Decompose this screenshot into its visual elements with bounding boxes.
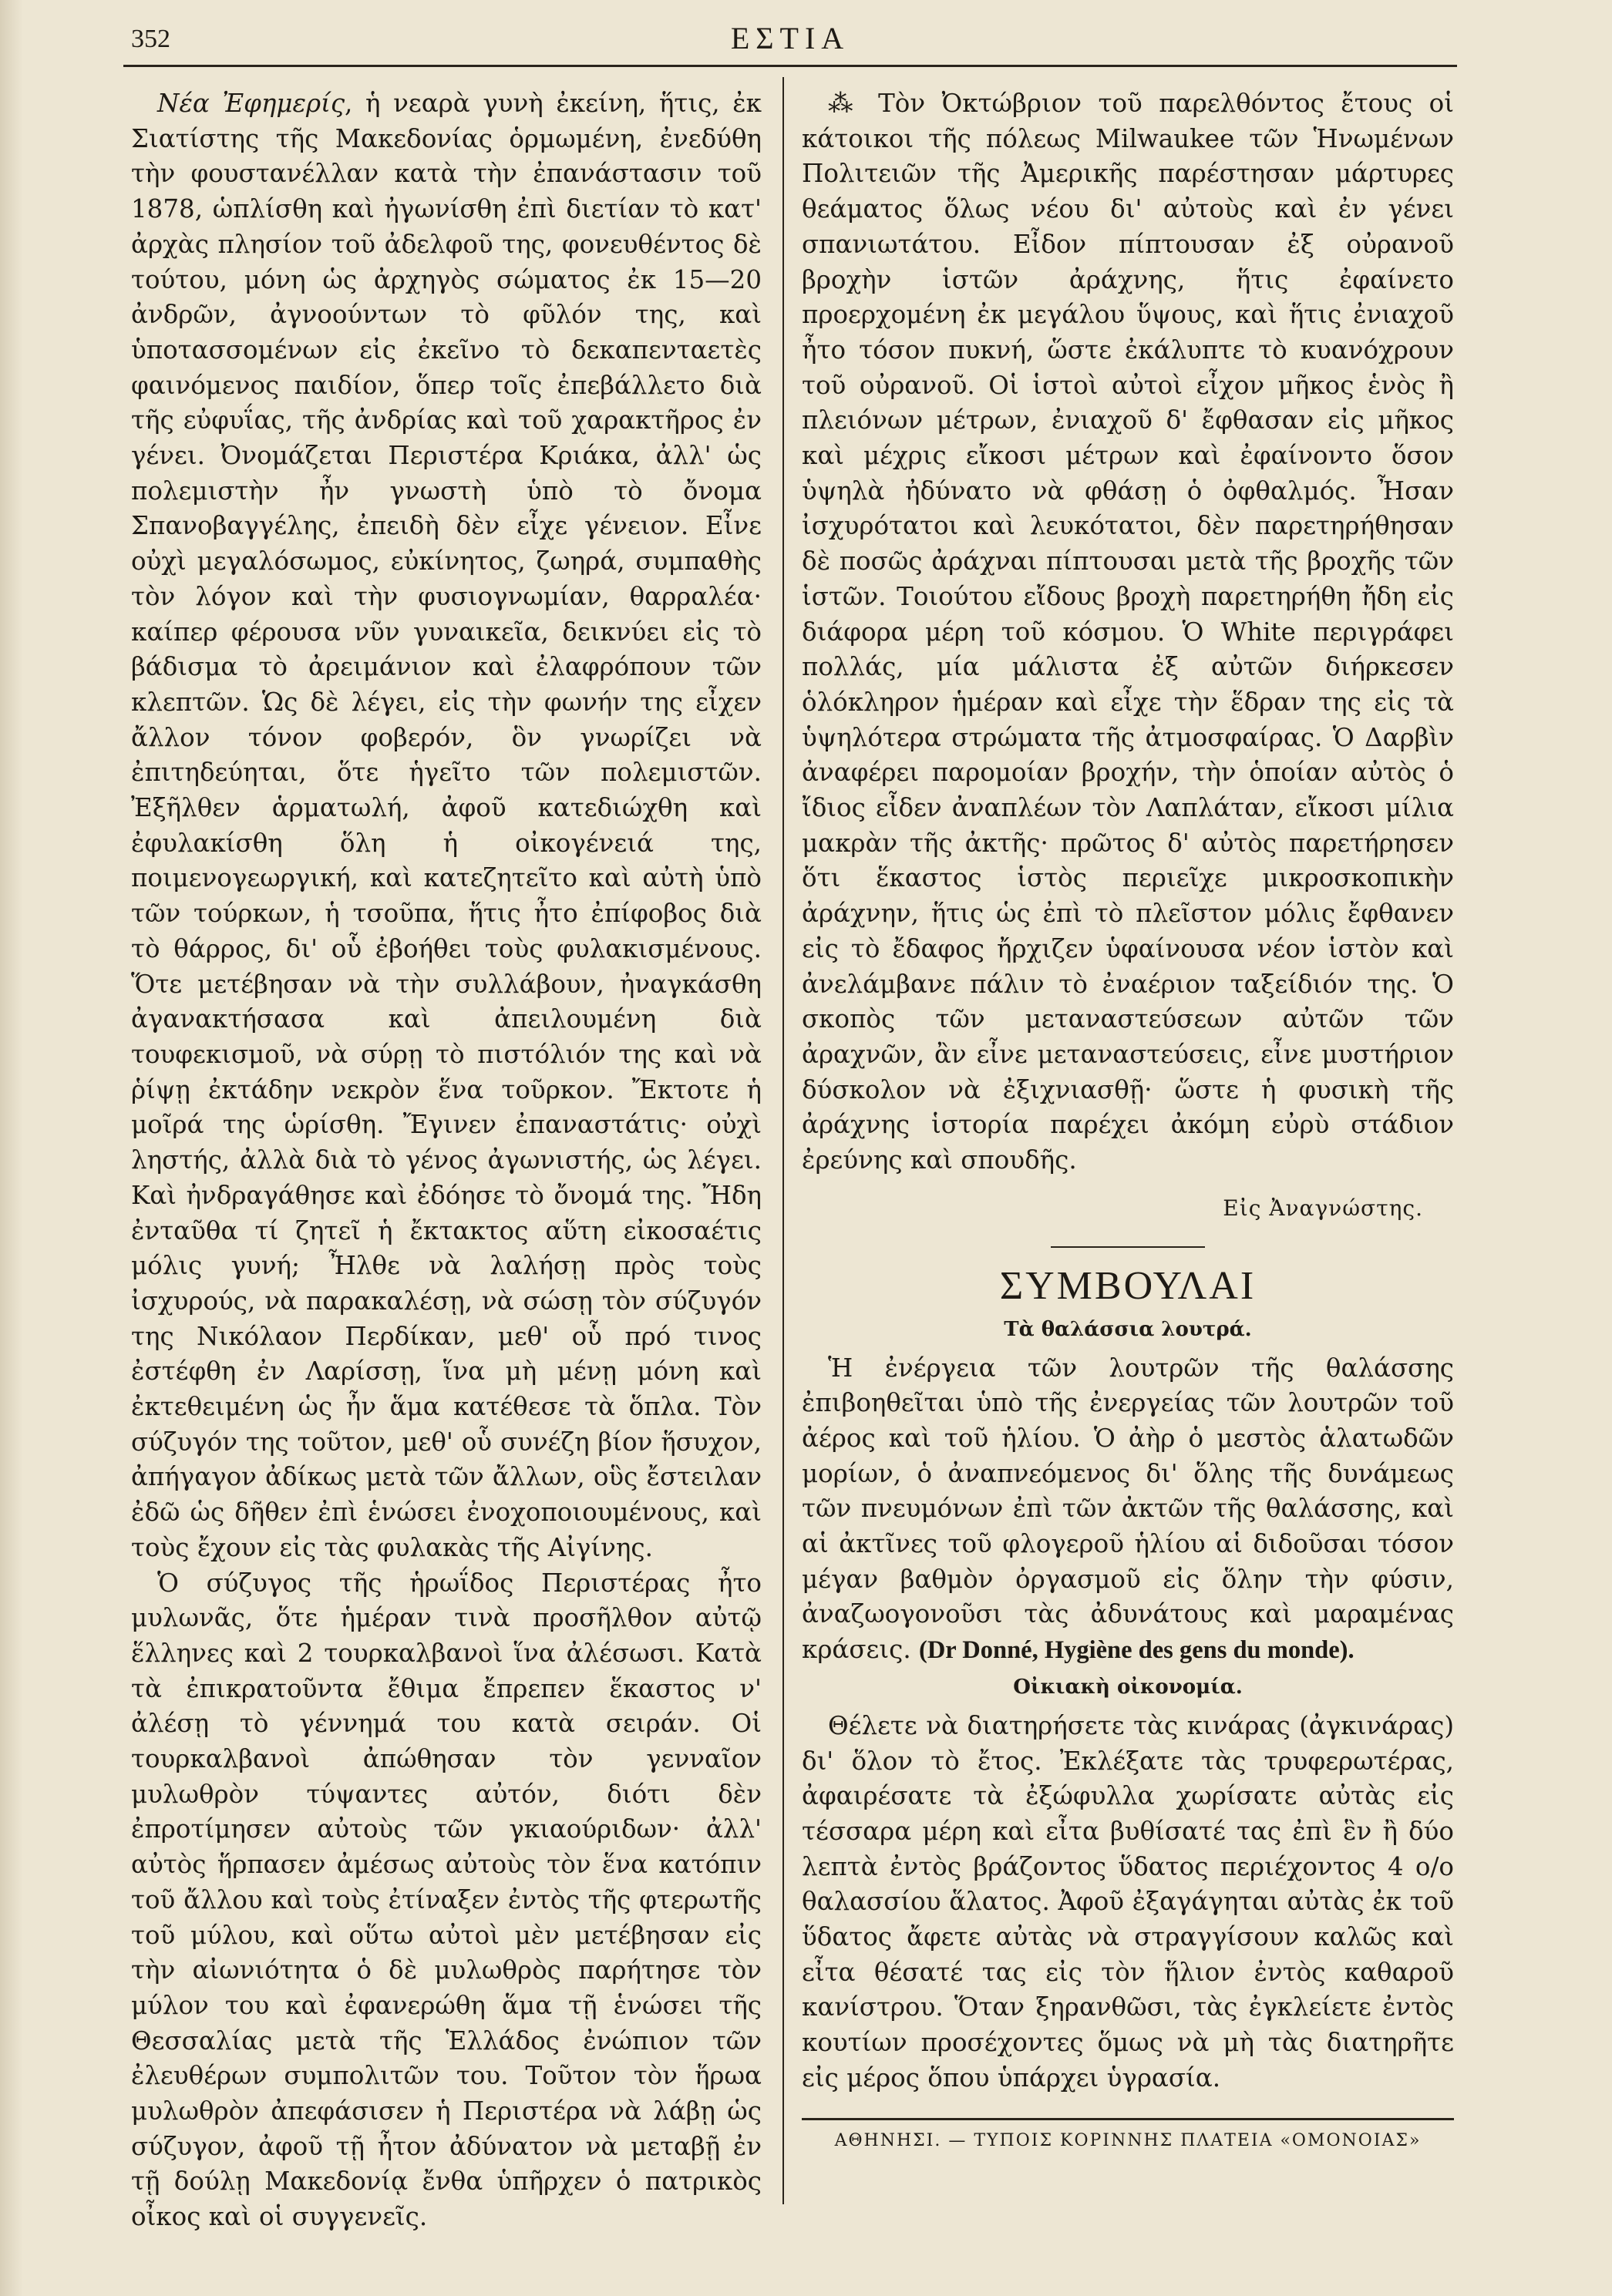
section-rule [1051, 1246, 1205, 1248]
footer-rule [802, 2118, 1454, 2120]
page-header [123, 20, 1457, 59]
running-title: ΕΣΤΙΑ [730, 21, 850, 55]
column-divider [782, 77, 784, 2204]
article-paragraph-1-body: , ἡ νεαρὰ γυνὴ ἐκείνη, ἥτις, ἐκ Σιατίστης τῆς Μακεδονίας ὁρμωμένη, ἐνεδύθη τὴν φουστανέλλαν κατὰ τὴν ἐπανάστασιν τοῦ 1878, ὡπλίσθη καὶ ἠγωνίσθη ἐπὶ διετίαν τὸ κατ' ἀρχὰς πλησίον τοῦ ἀδελφοῦ της, φονευθέντος δὲ τούτου, μόνη ὡς ἀρχηγὸς σώματος ἐκ 15—20 ἀνδρῶν, ἀγνοούντων τὸ φῦλόν της, καὶ ὑποτασσομένων εἰς ἐκεῖνο τὸ δεκαπενταετὲς φαινόμενος παιδίον, ὅπερ τοῖς ἐπεβάλλετο διὰ τῆς εὐφυΐας, τῆς ἀνδρίας καὶ τοῦ χαρακτῆρος ἐν γένει. Ὀνομάζεται Περιστέρα Κριάκα, ἀλλ' ὡς πολεμιστὴν ἦν γνωστὴ ὑπὸ τὸ ὄνομα Σπανοβαγγέλης, ἐπειδὴ δὲν εἶχε γένειον. Εἶνε οὐχὶ μεγαλόσωμος, εὐκίνητος, ζωηρά, συμπαθὴς τὸν λόγον καὶ τὴν φυσιογνωμίαν, θαρραλέα· καίπερ φέρουσα νῦν γυναικεῖα, δεικνύει εἰς τὸ βάδισμα τὸ ἀρειμάνιον καὶ ἐλαφρόπουν τῶν κλεπτῶν. Ὡς δὲ λέγει, εἰς τὴν φωνήν της εἶχεν ἄλλον τόνον φοβερόν, ὃν γνωρίζει νὰ ἐπιτηδεύηται, ὅτε ἡγεῖτο τῶν πολεμιστῶν. Ἐξῆλθεν ἁρματωλή, ἀφοῦ κατεδιώχθη καὶ ἐφυλακίσθη ὅλη ἡ οἰκογένειά της, ποιμενογεωργική, καὶ κατεζητεῖτο καὶ αὐτὴ ὑπὸ τῶν τούρκων, ἡ τσοῦπα, ἥτις ἦτο ἐπίφοβος διὰ τὸ θάρρος, δι' οὗ ἐβοήθει τοὺς φυλακισμένους. Ὅτε μετέβησαν νὰ τὴν συλλάβουν, ἠναγκάσθη ἀγανακτήσασα καὶ ἀπειλουμένη διὰ τουφεκισμοῦ, νὰ σύρῃ τὸ πιστόλιόν της καὶ νὰ ῥίψῃ ἐκτάδην νεκρὸν ἕνα τοῦρκον. Ἔκτοτε ἡ μοῖρά της ὡρίσθη. Ἔγινεν ἐπαναστάτις· οὐχὶ ληστής, ἀλλὰ διὰ τὸ γένος ἀγωνιστής, ὡς λέγει. Καὶ ἠνδραγάθησε καὶ ἐδόησε τὸ ὄνομά της. Ἤδη ἐνταῦθα τί ζητεῖ ἡ ἔκτακτος αὕτη εἰκοσαέτις μόλις γυνή; Ἦλθε νὰ λαλήσῃ πρὸς τοὺς ἰσχυρούς, νὰ παρακαλέσῃ, νὰ σώσῃ τὸν σύζυγόν της Νικόλαον Περδίκαν, μεθ' οὗ πρό τινος ἐστέφθη ἐν Λαρίσσῃ, ἵνα μὴ μένῃ μόνη καὶ ἐκτεθειμένη ὡς ἦν ἅμα κατέθεσε τὰ ὅπλα. Τὸν σύζυγόν της τοῦτον, μεθ' οὗ συνέζη βίον ἥσυχον, ἀπήγαγον ἀδίκως μετὰ τῶν ἄλλων, οὓς ἔστειλαν ἐδῶ ὡς δῆθεν ἐπὶ ἑνώσει ἐνοχοποιουμένους, καὶ τοὺς ἔχουν εἰς τὰς φυλακὰς τῆς Αἰγίνης. [131, 89, 762, 1562]
household-paragraph: Θέλετε νὰ διατηρήσετε τὰς κινάρας (ἀγκινάρας) δι' ὅλον τὸ ἔτος. Ἐκλέξατε τὰς τρυφερωτέρας, ἀφαιρέσατε τὰ ἐξώφυλλα χωρίσατε αὐτὰς εἰς τέσσαρα μέρη καὶ εἶτα βυθίσατέ τας ἐπὶ ἓν ἢ δύο λεπτὰ ἐντὸς βράζοντος ὕδατος περιέχοντος 4 ο/ο θαλασσίου ἅλατος. Ἀφοῦ ἐξαγάγηται αὐτὰς ἐκ τοῦ ὕδατος ἄφετε αὐτὰς νὰ στραγγίσουν καλῶς καὶ εἶτα θέσατέ τας εἰς τὸν ἥλιον ἐντὸς καθαροῦ κανίστρου. Ὅταν ξηρανθῶσι, τὰς ἐγκλείετε ἐντὸς κουτίων προσέχοντες ὅμως νὰ μὴ τὰς διατηρῆτε εἰς μέρος ὅπου ὑπάρχει ὑγρασία. [802, 1710, 1454, 2093]
sea-baths-paragraph [802, 1351, 1454, 1669]
right-column [802, 86, 1454, 2153]
page-number: 352 [131, 25, 170, 53]
author-signature: Εἰς Ἀναγνώστης. [1223, 1195, 1423, 1221]
page-gutter-shadow [0, 0, 23, 2296]
article-paragraph-2: Ὁ σύζυγος τῆς ἡρωΐδος Περιστέρας ἦτο μυλωνᾶς, ὅτε ἡμέραν τινὰ προσῆλθον αὐτῷ ἕλληνες καὶ 2 τουρκαλβανοὶ ἵνα ἀλέσωσι. Κατὰ τὰ ἐπικρατοῦντα ἔθιμα ἔπρεπεν ἕκαστος ν' ἀλέσῃ τὸ γέννημά του κατὰ σειράν. Οἱ τουρκαλβανοὶ ἀπώθησαν τὸν γενναῖον μυλωθρὸν τύψαντες αὐτόν, διότι δὲν ἐπροτίμησεν αὐτοὺς τῶν γκιαούριδων· ἀλλ' αὐτὸς ἥρπασεν ἀμέσως αὐτοὺς τὸν ἕνα κατόπιν τοῦ ἄλλου καὶ τοὺς ἐτίναξεν ἐντὸς τῆς φτερωτῆς τοῦ μύλου, καὶ οὕτω αὐτοὶ μὲν μετέβησαν εἰς τὴν αἰωνιότητα ὁ δὲ μυλωθρὸς παρήτησε τὸν μύλον του καὶ ἐφανερώθη ἅμα τῇ ἑνώσει τῆς Θεσσαλίας μετὰ τῆς Ἑλλάδος ἐνώπιον τῶν ἐλευθέρων συμπολιτῶν του. Τοῦτον τὸν ἥρωα μυλωθρὸν ἀπεφάσισεν ἡ Περιστέρα νὰ λάβῃ ὡς σύζυγον, ἀφοῦ τῇ ἦτον ἀδύνατον νὰ μεταβῇ ἐν τῇ δούλῃ Μακεδονίᾳ ἔνθα ὑπῆρχεν ὁ πατρικὸς οἶκος καὶ οἱ συγγενεῖς. [131, 1568, 762, 2232]
left-column [131, 86, 762, 2235]
subheading-sea-baths: Τὰ θαλάσσια λουτρά. [1004, 1317, 1252, 1341]
lead-title: Νέα Ἐφημερίς [157, 89, 345, 118]
header-rule [123, 65, 1457, 67]
sea-baths-text: Ἡ ἐνέργεια τῶν λουτρῶν τῆς θαλάσσης ἐπιβοηθεῖται ὑπὸ τῆς ἐνεργείας τῶν λουτρῶν τοῦ ἀέρος καὶ τοῦ ἡλίου. Ὁ ἀὴρ ὁ μεστὸς ἁλατωδῶν μορίων, ὁ ἀναπνεόμενος δι' ὅλης τῆς δυνάμεως τῶν πνευμόνων ἐπὶ τῶν ἀκτῶν τῆς θαλάσσης, καὶ αἱ ἀκτῖνες τοῦ φλογεροῦ ἡλίου αἱ διδοῦσαι τόσον μέγαν βαθμὸν ὀργασμοῦ εἰς ὅλην τὴν φύσιν, ἀναζωογονοῦσι τὰς ἀδυνάτους καὶ μαραμένας κράσεις. [802, 1353, 1454, 1665]
article-paragraph-1 [131, 86, 762, 1566]
spider-rain-paragraph: ⁂ Τὸν Ὀκτώβριον τοῦ παρελθόντος ἔτους οἱ κάτοικοι τῆς πόλεως Milwaukee τῶν Ἡνωμένων Πολιτειῶν τῆς Ἀμερικῆς παρέστησαν μάρτυρες θεάματος ὅλως νέου δι' αὐτοὺς καὶ ἐν γένει σπανιωτάτου. Εἶδον πίπτουσαν ἐξ οὐρανοῦ βροχὴν ἱστῶν ἀράχνης, ἥτις ἐφαίνετο προερχομένη ἐκ μεγάλου ὕψους, καὶ ἥτις ἐνιαχοῦ ἦτο τόσον πυκνή, ὥστε ἐκάλυπτε τὸ κυανόχρουν τοῦ οὐρανοῦ. Οἱ ἱστοὶ αὐτοὶ εἶχον μῆκος ἑνὸς ἢ πλειόνων μέτρων, ἐνιαχοῦ δ' ἔφθασαν εἰς μῆκος καὶ μέχρις εἴκοσι μέτρων καὶ ἐφαίνοντο ὅσον ὑψηλὰ ἠδύνατο νὰ φθάσῃ ὁ ὀφθαλμός. Ἦσαν ἰσχυρότατοι καὶ λευκότατοι, δὲν παρετηρήθησαν δὲ ποσῶς ἀράχναι πίπτουσαι μετὰ τῆς βροχῆς τῶν ἱστῶν. Τοιούτου εἴδους βροχὴ παρετηρήθη ἤδη εἰς διάφορα μέρη τοῦ κόσμου. Ὁ White περιγράφει πολλάς, μία μάλιστα ἐξ αὐτῶν διήρκεσεν ὁλόκληρον ἡμέραν καὶ εἶχε τὴν ἕδραν της εἰς τὰ ὑψηλότερα στρώματα τῆς ἀτμοσφαίρας. Ὁ Δαρβὶν ἀναφέρει παρομοίαν βροχήν, τὴν ὁποίαν αὐτὸς ὁ ἴδιος εἶδεν ἀναπλέων τὸν Λαπλάταν, εἴκοσι μίλια μακρὰν τῆς ἀκτῆς· πρῶτος δ' αὐτὸς παρετήρησεν ὅτι ἕκαστος ἱστὸς περιεῖχε μικροσκοπικὴν ἀράχνην, ἥτις ὡς ἐπὶ τὸ πλεῖστον μόλις ἔφθανεν εἰς τὸ ἔδαφος ἤρχιζεν ὑφαίνουσα νέον ἱστὸν καὶ ἀνελάμβανε πάλιν τὸ ἐναέριον ταξείδιόν της. Ὁ σκοπὸς τῶν μεταναστεύσεων αὐτῶν τῶν ἀραχνῶν, ἂν εἶνε μεταναστεύσεις, εἶνε μυστήριον δύσκολον νὰ ἐξιχνιασθῇ· ὥστε ἡ φυσικὴ τῆς ἀράχνης ἱστορία παρέχει ἀκόμη εὐρὺ στάδιον ἐρεύνης καὶ σπουδῆς. [802, 89, 1454, 1175]
printer-imprint: ΑΘΗΝΗΣΙ. — ΤΥΠΟΙΣ ΚΟΡΙΝΝΗΣ ΠΛΑΤΕΙΑ «ΟΜΟΝΟΙΑΣ» [834, 2130, 1422, 2150]
subheading-household: Οἰκιακὴ οἰκονομία. [1013, 1675, 1243, 1699]
citation: (Dr Donné, Hygiène des gens du monde). [919, 1636, 1355, 1665]
section-heading: ΣΥΜΒΟΥΛΑΙ [999, 1263, 1257, 1308]
